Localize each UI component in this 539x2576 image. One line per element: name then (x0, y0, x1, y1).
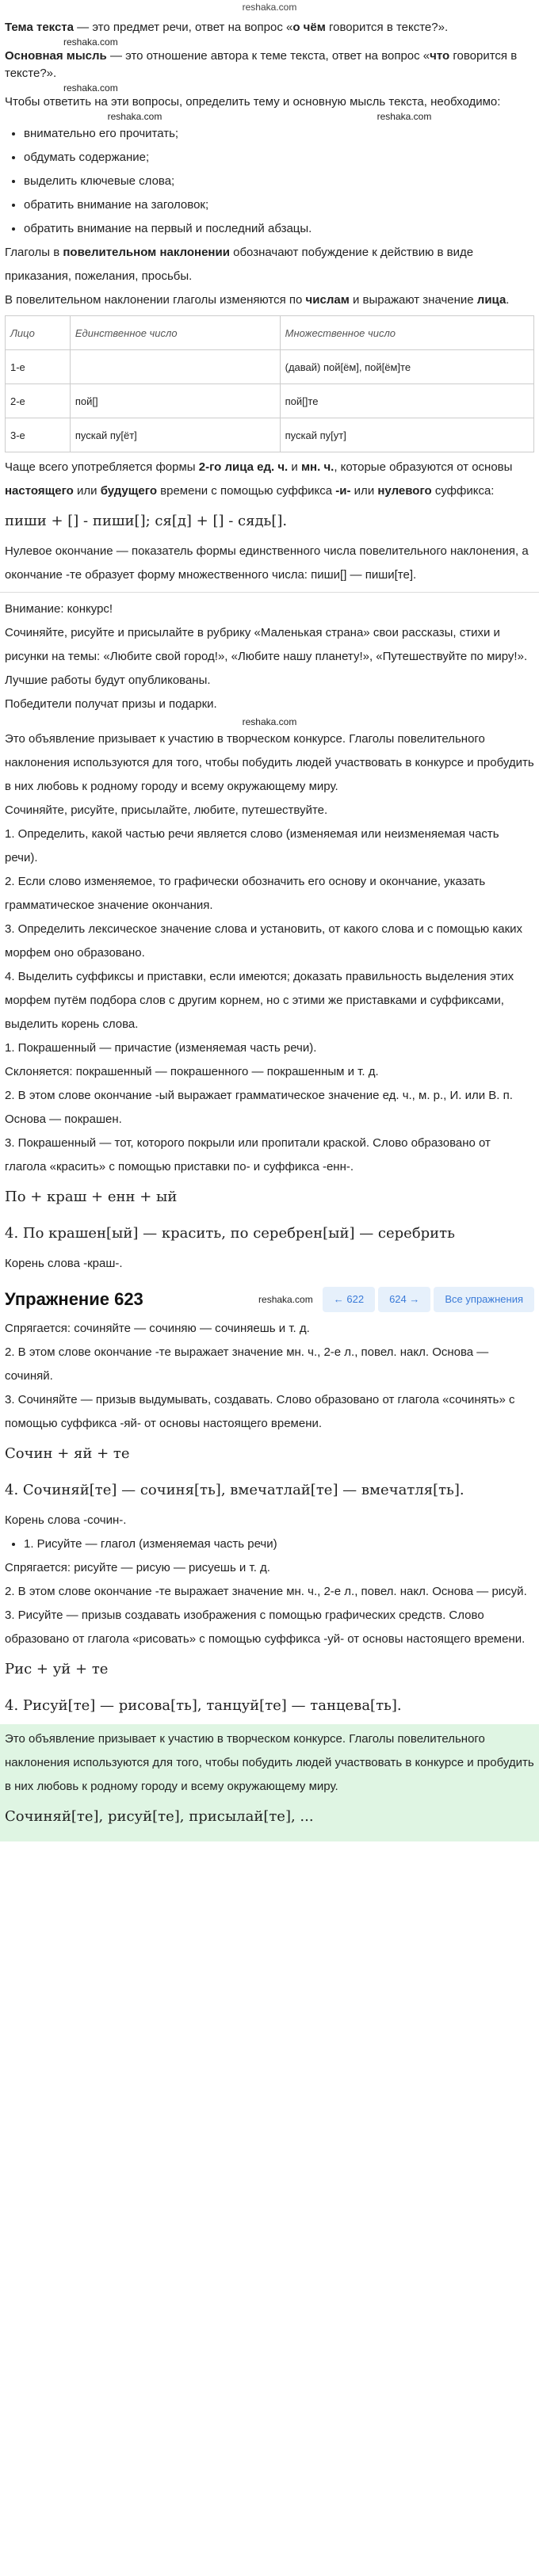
parse-line: Спрягается: сочиняйте — сочиняю — сочиняешь и т. д. (5, 1322, 310, 1335)
imp2-c: и выражают значение (349, 293, 477, 307)
exercise-title: Упражнение 623 (5, 1289, 143, 1309)
table-cell: пускай пу[ут] (280, 418, 533, 452)
imp2-d: лица (476, 293, 507, 307)
howto-text: Чтобы ответить на эти вопросы, определить тему и основную мысль текста, необходимо: (5, 95, 501, 109)
watermark-row (0, 111, 539, 122)
list-item: • 1. Рисуйте — глагол (изменяемая часть речи) (24, 1532, 539, 1556)
parse-line: 1. Покрашенный — причастие (изменяемая часть речи). (5, 1041, 317, 1055)
prev-exercise-button[interactable] (323, 1287, 375, 1312)
all-exercises-button[interactable]: Все упражнения (434, 1287, 534, 1312)
highlight-morph: Сочиняй[те], рисуй[те], присылай[те], ... (5, 1808, 314, 1825)
f-c: и (288, 460, 301, 474)
next-exercise-button[interactable] (378, 1287, 430, 1312)
f-h: будущего (100, 484, 157, 498)
contest-winners: Победители получат призы и подарки. (5, 697, 217, 711)
parse-line: 4. Сочиняй[те] — сочиня[ть], вмечатлай[те] — вмечатля[ть]. (5, 1482, 464, 1498)
watermark: reshaka.com (377, 111, 432, 122)
f-e: , которые образуются от основы (334, 460, 513, 474)
imperative-change (0, 288, 539, 312)
f-a: Чаще всего употребляется формы (5, 460, 199, 474)
parse-line: Спрягается: рисуйте — рисую — рисуешь и т. д. (5, 1561, 270, 1574)
prev-label: 622 (346, 1293, 365, 1305)
table-cell: пой[]те (280, 384, 533, 418)
divider (0, 592, 539, 593)
main-idea-text: — это отношение автора к теме текста, ответ на вопрос « (106, 49, 430, 63)
plan-step: 2. Если слово изменяемое, то графически обозначить его основу и окончание, указать грамматическое значение окончания. (5, 875, 486, 912)
table-header-row (6, 316, 534, 350)
step-item: • обдумать содержание; (24, 146, 539, 170)
f-f: настоящего (5, 484, 74, 498)
main-idea-definition (0, 48, 539, 82)
site-header[interactable]: reshaka.com (242, 2, 297, 13)
f-j: -и- (335, 484, 351, 498)
parse-line: 2. В этом слове окончание -те выражает значение мн. ч., 2-е л., повел. накл. Основа — рисуй. (5, 1585, 527, 1598)
exercise-nav (0, 1282, 539, 1317)
main-idea-end: говорится в тексте?». (5, 49, 518, 80)
watermark-row (0, 716, 539, 727)
topic-text: — это предмет речи, ответ на вопрос « (74, 21, 293, 34)
contest-body: Сочиняйте, рисуйте и присылайте в рубрику «Маленькая страна» свои рассказы, стихи и рисунки на темы: «Любите свой город!», «Любите нашу планету!», «Путешествуйте по миру!». Лучшие работы будут опубликованы. (5, 626, 528, 687)
steps-list (0, 122, 539, 241)
table-cell: пой[] (70, 384, 280, 418)
parse-line: 3. Рисуйте — призыв создавать изображения с помощью графических средств. Слово образовано от глагола «рисовать» с помощью суффикса -уй- от основы настоящего времени. (5, 1609, 526, 1646)
imp-b: повелительном наклонении (63, 246, 230, 259)
contest-purpose: Это объявление призывает к участию в творческом конкурсе. Глаголы повелительного наклонения используются для того, чтобы побудить людей участвовать в конкурсе и пробудить в них любовь к родному городу и всему окружающему миру. (5, 732, 534, 793)
topic-end: говорится в тексте?». (325, 21, 449, 34)
plan-step: 1. Определить, какой частью речи является слово (изменяемая или неизменяемая часть речи). (5, 827, 499, 864)
f-g: или (73, 484, 101, 498)
contest-attention: Внимание: конкурс! (5, 602, 113, 616)
root-line: Корень слова -сочин-. (5, 1513, 127, 1527)
step-item: • обратить внимание на заголовок; (24, 193, 539, 217)
parse-line: 3. Покрашенный — тот, которого покрыли или пропитали краской. Слово образовано от глагола «красить» с помощью приставки по- и суффикса -енн-. (5, 1136, 491, 1174)
table-cell: пускай пу[ёт] (70, 418, 280, 452)
watermark: reshaka.com (63, 36, 118, 48)
imp2-a: В повелительном наклонении глаголы изменяются по (5, 293, 306, 307)
table-row (6, 384, 534, 418)
step-item: • внимательно его прочитать; (24, 122, 539, 146)
imp2-e: . (506, 293, 510, 307)
f-m: суффикса: (431, 484, 495, 498)
morpheme-formula: Сочин + яй + те (5, 1445, 130, 1462)
zero-ending-paragraph: Нулевое окончание — показатель формы единственного числа повелительного наклонения, а окончание -те образует форму множественного числа: пиши[] — пиши[те]. (5, 544, 529, 582)
imperative-definition (0, 241, 539, 288)
root-line: Корень слова -краш-. (5, 1257, 123, 1270)
parse-list (0, 1532, 539, 1556)
step-item: • обратить внимание на первый и последний абзацы. (24, 217, 539, 241)
watermark: reshaka.com (258, 1294, 313, 1305)
topic-q: о чём (292, 21, 326, 34)
table-cell (70, 350, 280, 384)
highlight-text: Это объявление призывает к участию в творческом конкурсе. Глаголы повелительного наклонения используются для того, чтобы побудить людей участвовать в конкурсе и пробудить в них любовь к родному городу и всему окружающему миру. (5, 1732, 534, 1793)
main-idea-q: что (430, 49, 450, 63)
arrow-left-icon: ← (333, 1293, 347, 1305)
main-idea-term: Основная мысль (5, 49, 107, 63)
next-label: 624 (389, 1293, 407, 1305)
parse-line: 4. По крашен[ый] — красить, по серебрен[ый] — серебрить (5, 1225, 455, 1242)
table-header: Множественное число (280, 316, 533, 350)
formation-example: пиши + [] - пиши[]; ся[д] + [] - сядь[]. (5, 513, 288, 529)
plan-step: 4. Выделить суффиксы и приставки, если имеются; доказать правильность выделения этих морфем путём подбора слов с другим корнем, но с этими же приставками и суффиксами, выделить корень слова. (5, 970, 514, 1031)
contest-verbs: Сочиняйте, рисуйте, присылайте, любите, путешествуйте. (5, 803, 328, 817)
table-cell: 2-е (6, 384, 71, 418)
table-row (6, 418, 534, 452)
watermark: reshaka.com (63, 82, 118, 93)
f-b: 2-го лица ед. ч. (198, 460, 289, 474)
table-header: Единственное число (70, 316, 280, 350)
parse-line: 2. В этом слове окончание -те выражает значение мн. ч., 2-е л., повел. накл. Основа — сочиняй. (5, 1345, 489, 1383)
f-k: или (350, 484, 378, 498)
watermark: reshaka.com (107, 111, 162, 122)
parse-line: 4. Рисуй[те] — рисова[ть], танцуй[те] — танцева[ть]. (5, 1697, 402, 1714)
morpheme-formula: По + краш + енн + ый (5, 1189, 178, 1205)
imp2-b: числам (305, 293, 350, 307)
imp-c: обозначают побуждение к действию в виде приказания, пожелания, просьбы. (5, 246, 474, 283)
parse-line: Склоняется: покрашенный — покрашенного — покрашенным и т. д. (5, 1065, 379, 1078)
imp-a: Глаголы в (5, 246, 63, 259)
table-row (6, 350, 534, 384)
watermark: reshaka.com (242, 716, 297, 727)
arrow-right-icon: → (406, 1293, 420, 1305)
parse-line: 2. В этом слове окончание -ый выражает грамматическое значение ед. ч., м. р., И. или В. п. Основа — покрашен. (5, 1089, 513, 1126)
topic-term: Тема текста (5, 21, 74, 34)
table-cell: (давай) пой[ём], пой[ём]те (280, 350, 533, 384)
step-item: • выделить ключевые слова; (24, 170, 539, 193)
table-header: Лицо (6, 316, 71, 350)
table-cell: 1-е (6, 350, 71, 384)
highlight-block (0, 1724, 539, 1841)
plan-step: 3. Определить лексическое значение слова и установить, от какого слова и с помощью каких морфем оно образовано. (5, 922, 523, 960)
parse-line: 3. Сочиняйте — призыв выдумывать, создавать. Слово образовано от глагола «сочинять» с помощью суффикса -яй- от основы настоящего времени. (5, 1393, 515, 1430)
f-l: нулевого (377, 484, 432, 498)
morpheme-formula: Рис + уй + те (5, 1661, 109, 1677)
f-d: мн. ч. (300, 460, 334, 474)
conjugation-table (5, 315, 534, 452)
table-cell: 3-е (6, 418, 71, 452)
forms-paragraph (0, 456, 539, 503)
f-i: времени с помощью суффикса (156, 484, 336, 498)
topic-definition (0, 19, 539, 36)
